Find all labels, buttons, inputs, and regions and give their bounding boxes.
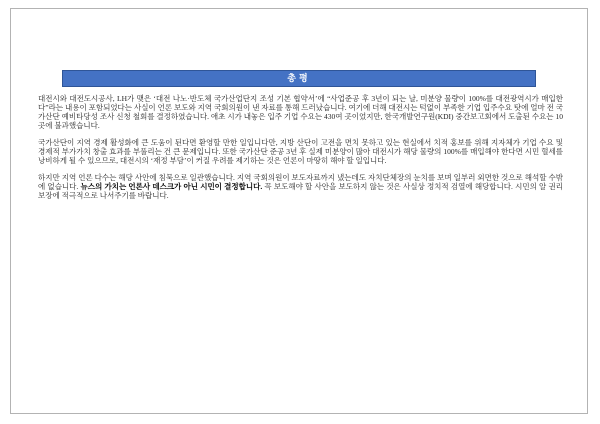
document-page [10,8,588,414]
paragraph-3-bold-sentence: 뉴스의 가치는 언론사 데스크가 아닌 시민이 결정합니다. [80,182,263,191]
paragraph-3-text-end: 꼭 보도해야 할 사안을 보도하지 않는 것은 사실상 정치적 검열에 해당합니다. 시민의 알 권리 보장에 적극적으로 나서주기를 바랍니다. [38,182,563,200]
document-body [38,94,563,200]
paragraph-2: 국가산단이 지역 경제 활성화에 큰 도움이 된다면 환영할 만한 일입니다만, 지방 산단이 고전을 면치 못하고 있는 현실에서 치적 홍보를 위해 지자체가 기업 수요 및 경제적 부가가치 창출 효과를 부풀리는 건 큰 문제입니다. 또한 국가산단 준공 3년 후 실제 미분양이 많아 대전시가 해당 물량의 100%를 매입해야 한다면 시민 혈세를 낭비하게 될 수 있으므로, 대전시의 ‘재정 부담’이 커질 우려를 제기하는 것은 언론이 마땅히 해야 할 일입니다. [38,138,563,165]
paragraph-3 [38,173,563,200]
section-header-bar [62,70,536,87]
paragraph-3-text-start: 하지만 지역 언론 다수는 해당 사안에 침묵으로 일관했습니다. 지역 국회의원이 보도자료까지 냈는데도 자치단체장의 눈치를 보며 일부러 외면한 것으로 해석할 수밖에 없습니다. [38,173,563,191]
section-title: 총평 [287,73,311,83]
paragraph-1: 대전시와 대전도시공사, LH가 맺은 ‘대전 나노·반도체 국가산업단지 조성 기본 협약서’에 “사업준공 후 3년이 되는 날, 미분양 물량이 100%를 대전광역시가 매입한다”라는 내용이 포함되었다는 사실이 언론 보도와 지역 국회의원이 낸 자료를 통해 드러났습니다. 여기에 더해 대전시는 턱없이 부족한 기업 입주수요 탓에 얼마 전 국가산단 예비타당성 조사 신청 철회를 결정하였습니다. 애초 시가 내놓은 입주 기업 수요는 430여 곳이었지만, 한국개발연구원(KDI) 중간보고회에서 도출된 수요는 10곳에 불과했습니다. [38,94,563,130]
